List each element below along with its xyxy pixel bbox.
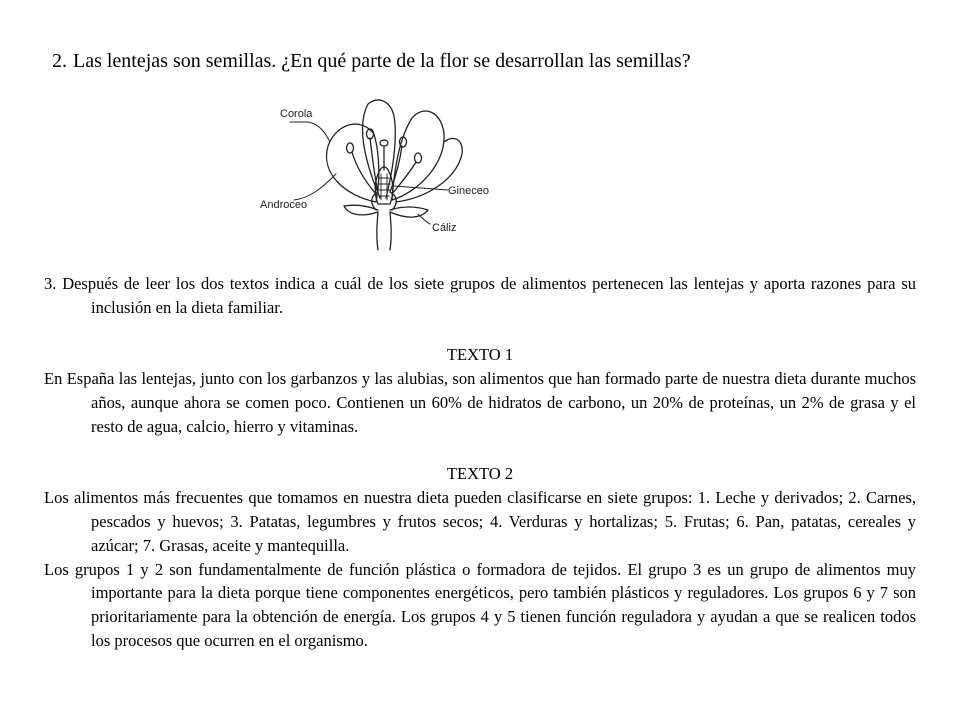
texto-2-paragraph-1: Los alimentos más frecuentes que tomamos en nuestra dieta pueden clasificarse en siete grupos: 1. Leche y derivados; 2. Carnes, pescados y huevos; 3. Patatas, legumbres y frutos secos; 4. Verduras y hortalizas; 5. Frutas; 6. Pan, patatas, cereales y azúcar; 7. Grasas, aceite y mantequilla. bbox=[44, 488, 916, 555]
label-corola: Corola bbox=[280, 108, 313, 120]
question-3: 3. Después de leer los dos textos indica a cuál de los siete grupos de alimentos pertenecen las lentejas y aporta razones para su inclusión en la dieta familiar. bbox=[44, 274, 916, 317]
flower-drawing bbox=[250, 94, 510, 252]
question-2 bbox=[52, 49, 691, 73]
text-body bbox=[44, 272, 916, 653]
texto-1-paragraph: En España las lentejas, junto con los garbanzos y las alubias, son alimentos que han formado parte de nuestra dieta durante muchos años, aunque ahora se comen poco. Contienen un 60% de hidratos de carbono, un 20% de proteínas, un 2% de grasa y el resto de agua, calcio, hierro y vitaminas. bbox=[44, 369, 916, 436]
question-2-text: Las lentejas son semillas. ¿En qué parte de la flor se desarrollan las semillas? bbox=[73, 50, 691, 72]
texto-2-paragraph-2: Los grupos 1 y 2 son fundamentalmente de función plástica o formadora de tejidos. El grupo 3 es un grupo de alimentos muy importante para la dieta porque tiene componentes energéticos, pero también plásticos y reguladores. Los grupos 6 y 7 son prioritariamente para la obtención de energía. Los grupos 4 y 5 tienen función reguladora y ayudan a que se realicen todos los procesos que ocurren en el organismo. bbox=[44, 559, 916, 650]
label-androceo: Androceo bbox=[260, 199, 308, 211]
question-2-number: 2. bbox=[52, 50, 67, 72]
texto-1-heading: TEXTO 1 bbox=[446, 345, 514, 365]
label-gineceo: Gineceo bbox=[448, 185, 489, 197]
flower-diagram bbox=[250, 94, 510, 252]
label-caliz: Cáliz bbox=[432, 222, 457, 234]
texto-2-heading: TEXTO 2 bbox=[446, 464, 514, 484]
